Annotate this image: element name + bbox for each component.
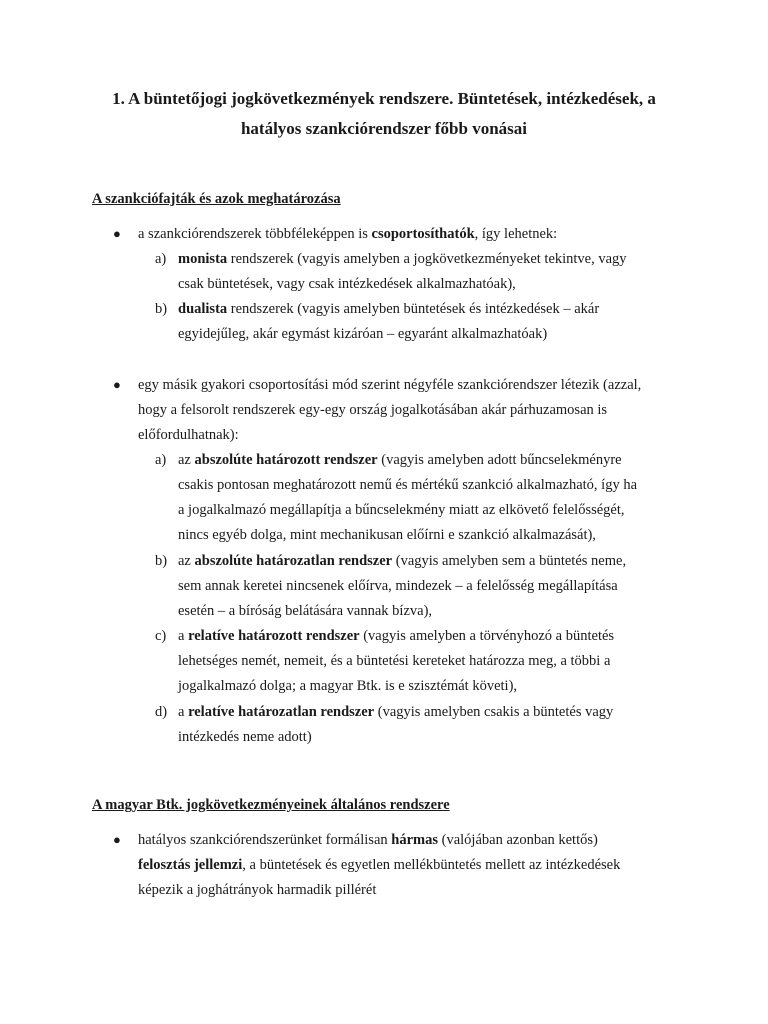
list-marker-b: b): [155, 301, 168, 317]
list-item-cont: jogalkalmazó dolga; a magyar Btk. is e szisztémát követi),: [178, 678, 518, 694]
section-heading-szankciofajtak: A szankciófajták és azok meghatározása: [92, 191, 341, 207]
list-marker-a: a): [155, 452, 167, 468]
list-marker-c: c): [155, 628, 167, 644]
bullet-icon: ●: [113, 377, 121, 392]
list-marker-a: a): [155, 251, 167, 267]
list-item-relative-hatarozott: a relatíve határozott rendszer (vagyis amelyben a törvényhozó a büntetés: [178, 628, 615, 644]
list-item-relative-hatarozatlan: a relatíve határozatlan rendszer (vagyis amelyben csakis a büntetés vagy: [178, 704, 614, 720]
bullet-text-line-1: egy másik gyakori csoportosítási mód szerint négyféle szankciórendszer létezik (azzal,: [138, 377, 642, 393]
list-item-dualista: dualista rendszerek (vagyis amelyben büntetések és intézkedések – akár: [178, 301, 600, 317]
list-item-dualista-cont: egyidejűleg, akár egymást kizáróan – egyaránt alkalmazhatóak): [178, 326, 548, 342]
list-marker-b: b): [155, 553, 168, 569]
bullet-text-csoportosithatok: a szankciórendszerek többféleképpen is csoportosíthatók, így lehetnek:: [138, 226, 558, 242]
bullet-icon: ●: [113, 832, 121, 847]
document-title: [60, 84, 708, 144]
list-item-cont: esetén – a bíróság belátására vannak bízva),: [178, 603, 433, 619]
list-item-cont: a jogalkalmazó megállapítja a bűncselekmény miatt az elkövető felelősségét,: [178, 502, 625, 518]
title-line-2: hatályos szankciórendszer főbb vonásai: [240, 119, 528, 138]
section-heading-magyar-btk: A magyar Btk. jogkövetkezményeinek általános rendszere: [92, 797, 450, 813]
bullet-text-line-2: hogy a felsorolt rendszerek egy-egy ország jogalkotásában akár párhuzamosan is: [138, 402, 608, 418]
title-line-1: 1. A büntetőjogi jogkövetkezmények rendszere. Büntetések, intézkedések, a: [112, 89, 656, 108]
list-marker-d: d): [155, 704, 168, 720]
bullet-text-harmas: hatályos szankciórendszerünket formálisan hármas (valójában azonban kettős): [138, 832, 598, 848]
list-item-cont: lehetséges nemét, nemeit, és a büntetési kereteket határozza meg, a többi a: [178, 653, 611, 669]
list-item-cont: intézkedés neme adott): [178, 729, 312, 745]
bullet-text-felosztas: felosztás jellemzi, a büntetések és egyetlen mellékbüntetés mellett az intézkedések: [138, 857, 621, 873]
bullet-icon: ●: [113, 226, 121, 241]
list-item-cont: csakis pontosan meghatározott nemű és mértékű szankció alkalmazható, így ha: [178, 477, 638, 493]
list-item-monista: monista rendszerek (vagyis amelyben a jogkövetkezményeket tekintve, vagy: [178, 251, 627, 267]
list-item-cont: sem annak keretei nincsenek előírva, mindezek – a felelősség megállapítása: [178, 578, 618, 594]
list-item-abszolute-hatarozott: az abszolúte határozott rendszer (vagyis amelyben adott bűncselekményre: [178, 452, 622, 468]
bullet-text-line-3: képezik a joghátrányok harmadik pillérét: [138, 882, 377, 898]
list-item-monista-cont: csak büntetések, vagy csak intézkedések alkalmazhatóak),: [178, 276, 516, 292]
bullet-text-line-3: előfordulhatnak):: [138, 427, 239, 443]
list-item-abszolute-hatarozatlan: az abszolúte határozatlan rendszer (vagyis amelyben sem a büntetés neme,: [178, 553, 627, 569]
list-item-cont: nincs egyéb dolga, mint mechanikusan előírni e szankció alkalmazását),: [178, 527, 596, 543]
